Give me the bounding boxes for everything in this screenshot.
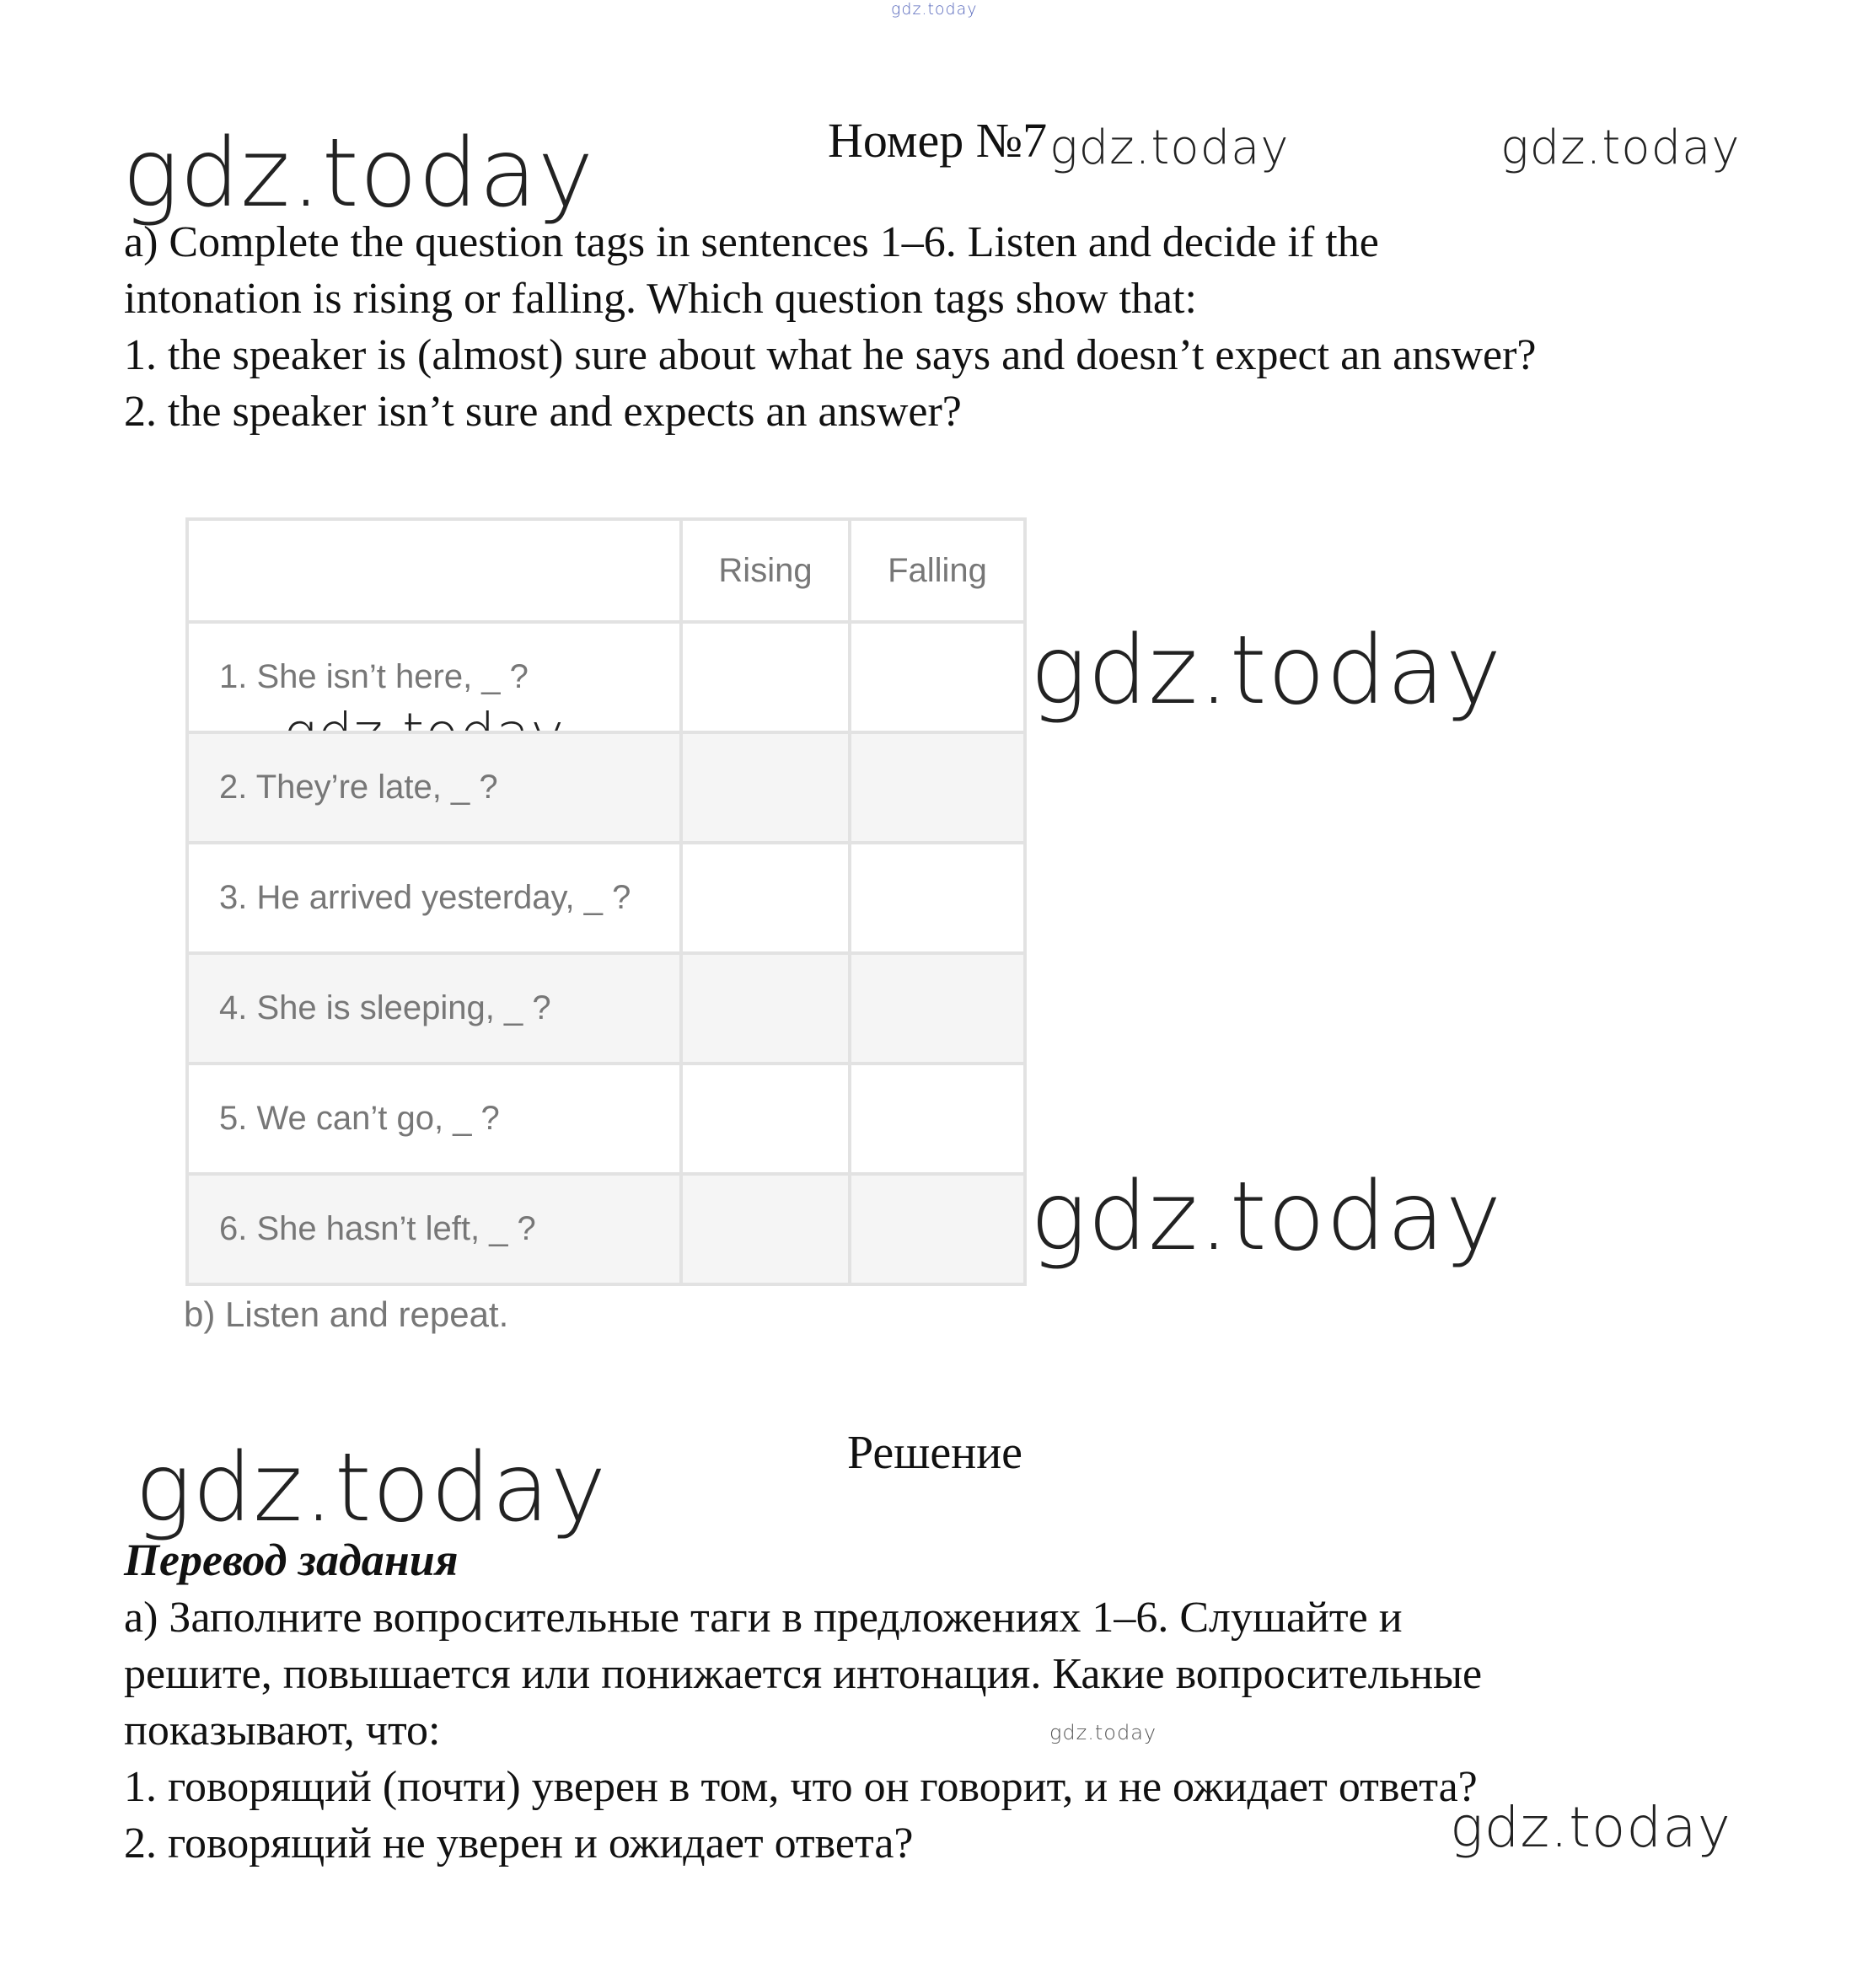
rising-cell[interactable] <box>681 953 850 1064</box>
page-title: Номер №7 <box>828 113 1048 168</box>
translation-line: 1. говорящий (почти) уверен в том, что он говорит, и не ожидает ответа? <box>124 1763 1478 1811</box>
table-row <box>187 622 1025 732</box>
question-table <box>185 517 1027 1286</box>
rising-cell[interactable] <box>681 622 850 732</box>
question-table-container <box>185 517 1027 1286</box>
watermark-table-right-upper: gdz.today <box>1030 616 1503 726</box>
watermark-header-right: gdz.today <box>1500 121 1741 175</box>
table-row-sentence: 3. He arrived yesterday, _ ? <box>187 843 681 953</box>
falling-cell[interactable] <box>850 622 1025 732</box>
table-header-empty <box>187 519 681 622</box>
table-row-sentence: 2. They’re late, _ ? <box>187 732 681 843</box>
watermark-solution-left: gdz.today <box>135 1433 608 1543</box>
rising-cell[interactable] <box>681 732 850 843</box>
table-row <box>187 953 1025 1064</box>
translation-title: Перевод задания <box>124 1535 459 1585</box>
table-header-falling: Falling <box>850 519 1025 622</box>
translation-text <box>124 1589 1482 1872</box>
task-line: intonation is rising or falling. Which question tags show that: <box>124 275 1197 323</box>
translation-line: показывают, что: <box>124 1707 441 1755</box>
task-text <box>124 214 1537 440</box>
task-line: 2. the speaker isn’t sure and expects an answer? <box>124 388 962 436</box>
table-row <box>187 1174 1025 1284</box>
translation-line: 2. говорящий не уверен и ожидает ответа? <box>124 1819 914 1867</box>
task-line: a) Complete the question tags in sentences 1–6. Listen and decide if the <box>124 218 1379 266</box>
table-row <box>187 1064 1025 1174</box>
rising-cell[interactable] <box>681 1174 850 1284</box>
watermark-logo-top-left: gdz.today <box>122 119 595 228</box>
listen-repeat-instruction: b) Listen and repeat. <box>184 1294 509 1334</box>
falling-cell[interactable] <box>850 1174 1025 1284</box>
table-header-row <box>187 519 1025 622</box>
falling-cell[interactable] <box>850 732 1025 843</box>
task-line: 1. the speaker is (almost) sure about what he says and doesn’t expect an answer? <box>124 331 1537 379</box>
watermark-table-right-lower: gdz.today <box>1030 1162 1503 1272</box>
table-header-rising: Rising <box>681 519 850 622</box>
rising-cell[interactable] <box>681 1064 850 1174</box>
rising-cell[interactable] <box>681 843 850 953</box>
table-row-sentence: 6. She hasn’t left, _ ? <box>187 1174 681 1284</box>
table-row-sentence: 4. She is sleeping, _ ? <box>187 953 681 1064</box>
falling-cell[interactable] <box>850 1064 1025 1174</box>
watermark-bottom-right: gdz.today <box>1450 1795 1731 1860</box>
falling-cell[interactable] <box>850 843 1025 953</box>
translation-line: решите, повышается или понижается интонация. Какие вопросительные <box>124 1650 1483 1698</box>
watermark-top-tiny: gdz.today <box>891 0 978 19</box>
table-row <box>187 732 1025 843</box>
falling-cell[interactable] <box>850 953 1025 1064</box>
watermark-header-mid: gdz.today <box>1049 121 1290 175</box>
table-row <box>187 843 1025 953</box>
table-row-sentence: 1. She isn’t here, _ ? <box>187 622 681 732</box>
table-row-sentence: 5. We can’t go, _ ? <box>187 1064 681 1174</box>
solution-title: Решение <box>847 1427 1023 1479</box>
watermark-small-center: gdz.today <box>1049 1721 1157 1744</box>
translation-line: а) Заполните вопросительные таги в предложениях 1–6. Слушайте и <box>124 1594 1403 1642</box>
